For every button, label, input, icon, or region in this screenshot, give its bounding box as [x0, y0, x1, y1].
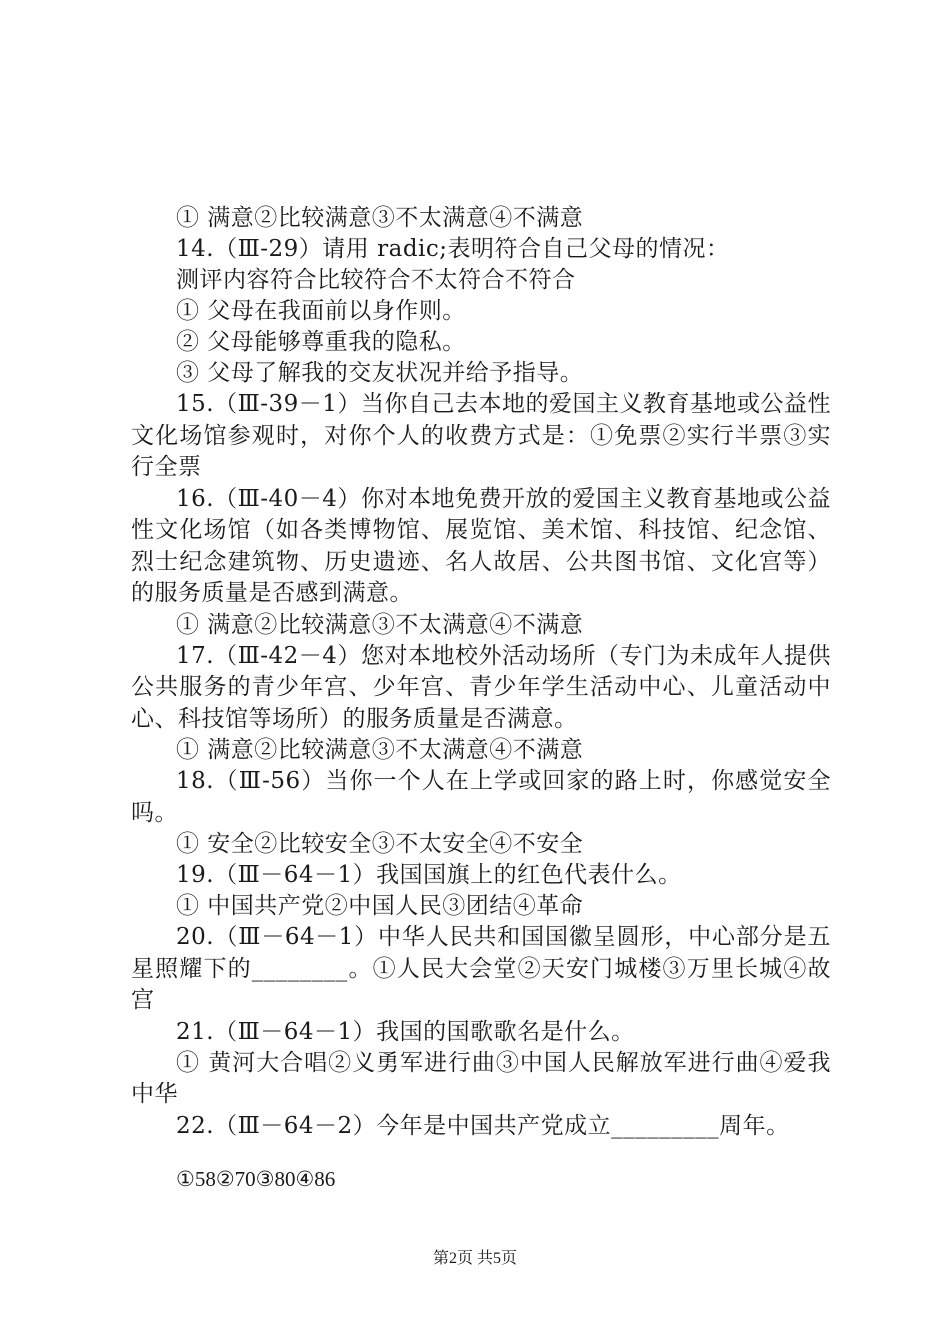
blank-line: [131, 1142, 831, 1164]
q17-options: ① 满意②比较满意③不太满意④不满意: [176, 737, 584, 763]
document-body: [131, 203, 831, 1195]
q16-question: 16.（Ⅲ-40－4）你对本地免费开放的爱国主义教育基地或公益性文化场馆（如各类博物馆、展览馆、美术馆、科技馆、纪念馆、烈士纪念建筑物、历史遗迹、名人故居、公共图书馆、文化宫等）的服务质量是否感到满意。: [131, 485, 831, 606]
q22-question: 22.（Ⅲ－64－2）今年是中国共产党成立_________周年。: [176, 1112, 790, 1139]
q16-options: ① 满意②比较满意③不太满意④不满意: [176, 611, 584, 638]
q17-question: 17.（Ⅲ-42－4）您对本地校外活动场所（专门为未成年人提供公共服务的青少年宫、少年宫、青少年学生活动中心、儿童活动中心、科技馆等场所）的服务质量是否满意。: [131, 642, 831, 732]
q14-question: 14.（Ⅲ-29）请用 radic;表明符合自己父母的情况：: [176, 236, 730, 262]
q19-options: ① 中国共产党②中国人民③团结④革命: [176, 893, 584, 919]
q21-question: 21.（Ⅲ－64－1）我国的国歌歌名是什么。: [176, 1018, 635, 1045]
q22-options: ①58②70③80④86: [176, 1166, 336, 1191]
q19-question: 19.（Ⅲ－64－1）我国国旗上的红色代表什么。: [176, 862, 682, 888]
q14-item-3: ③ 父母了解我的交友状况并给予指导。: [176, 360, 584, 386]
q14-item-2: ② 父母能够尊重我的隐私。: [176, 329, 466, 355]
q13-options: ① 满意②比较满意③不太满意④不满意: [176, 205, 584, 231]
page-footer: 第2页 共5页: [432, 1250, 517, 1267]
q18-question: 18.（Ⅲ-56）当你一个人在上学或回家的路上时，你感觉安全吗。: [131, 768, 831, 826]
q14-table-header: 测评内容符合比较符合不太符合不符合: [176, 267, 576, 293]
q21-options: ① 黄河大合唱②义勇军进行曲③中国人民解放军进行曲④爱我中华: [131, 1049, 831, 1107]
q14-item-1: ① 父母在我面前以身作则。: [176, 298, 466, 324]
q18-options: ① 安全②比较安全③不太安全④不安全: [176, 831, 584, 857]
q20-question: 20.（Ⅲ－64－1）中华人民共和国国徽呈圆形，中心部分是五星照耀下的________。①人民大会堂②天安门城楼③万里长城④故宫: [131, 924, 831, 1013]
q15-question: 15.（Ⅲ-39－1）当你自己去本地的爱国主义教育基地或公益性文化场馆参观时，对你个人的收费方式是：①免票②实行半票③实行全票: [131, 391, 831, 480]
